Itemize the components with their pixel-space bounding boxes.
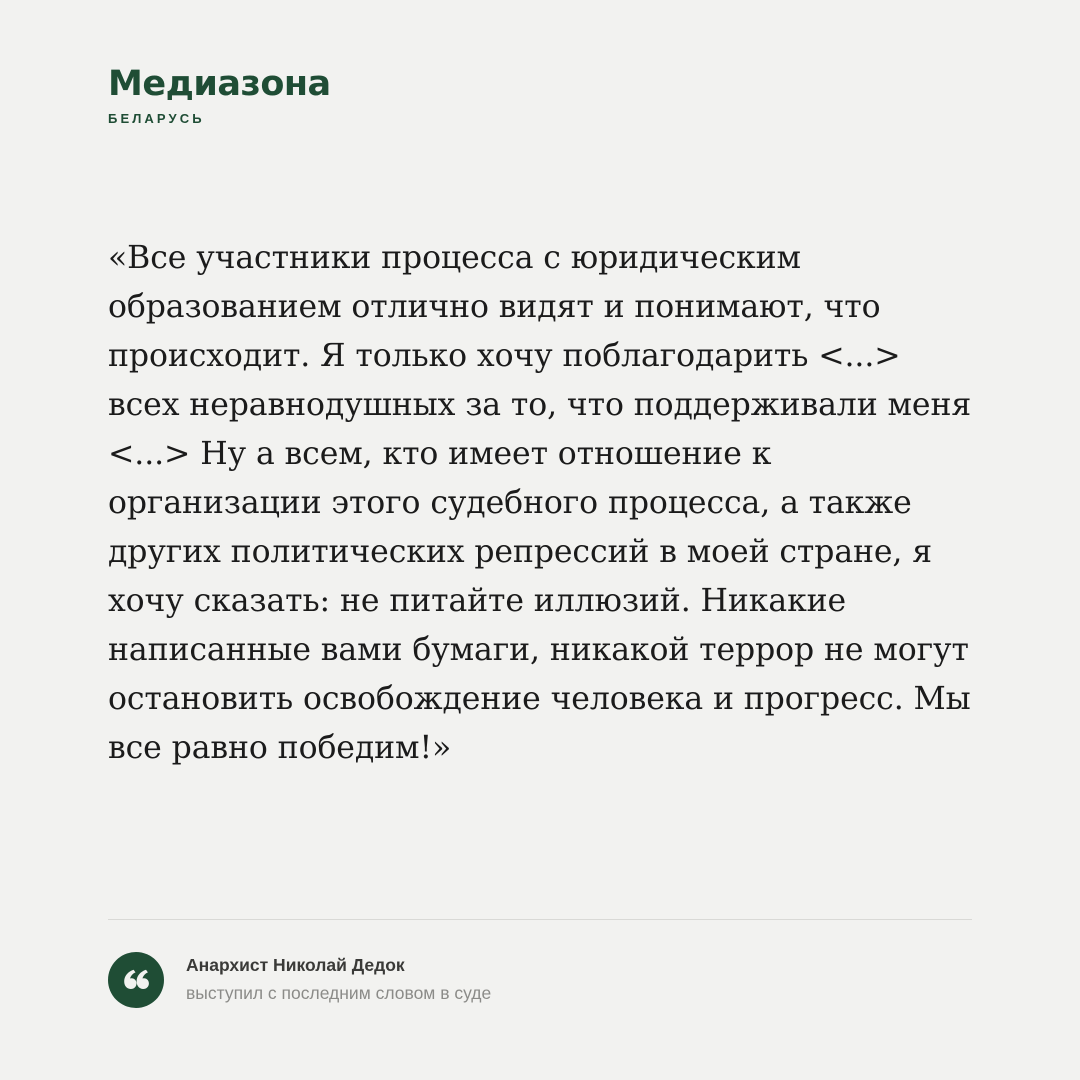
attribution-text bbox=[186, 954, 491, 1005]
divider bbox=[108, 919, 972, 920]
masthead bbox=[108, 0, 972, 126]
quote-section bbox=[108, 126, 972, 919]
quotation-mark-icon bbox=[108, 952, 164, 1008]
attribution-role: выступил с последним словом в суде bbox=[186, 983, 492, 1004]
quote-text: «Все участники процесса с юридическим образованием отлично видят и понимают, что происходит. Я только хочу поблагодарить <...> всех неравнодушных за то, что поддерживали меня <...> Ну а всем, кто имеет отношение к организации этого судебного процесса, а также других политических репрессий в моей стране, я хочу сказать: не питайте иллюзий. Никакие написанные вами бумаги, никакой террор не могут остановить освобождение человека и прогресс. Мы все равно победим!» bbox=[108, 239, 972, 766]
attribution-footer bbox=[108, 919, 972, 1080]
attribution-name: Анархист Николай Дедок bbox=[186, 955, 405, 976]
attribution bbox=[108, 952, 972, 1008]
brand-subtitle: БЕЛАРУСЬ bbox=[108, 110, 205, 126]
brand-name: Медиазона bbox=[108, 64, 331, 104]
